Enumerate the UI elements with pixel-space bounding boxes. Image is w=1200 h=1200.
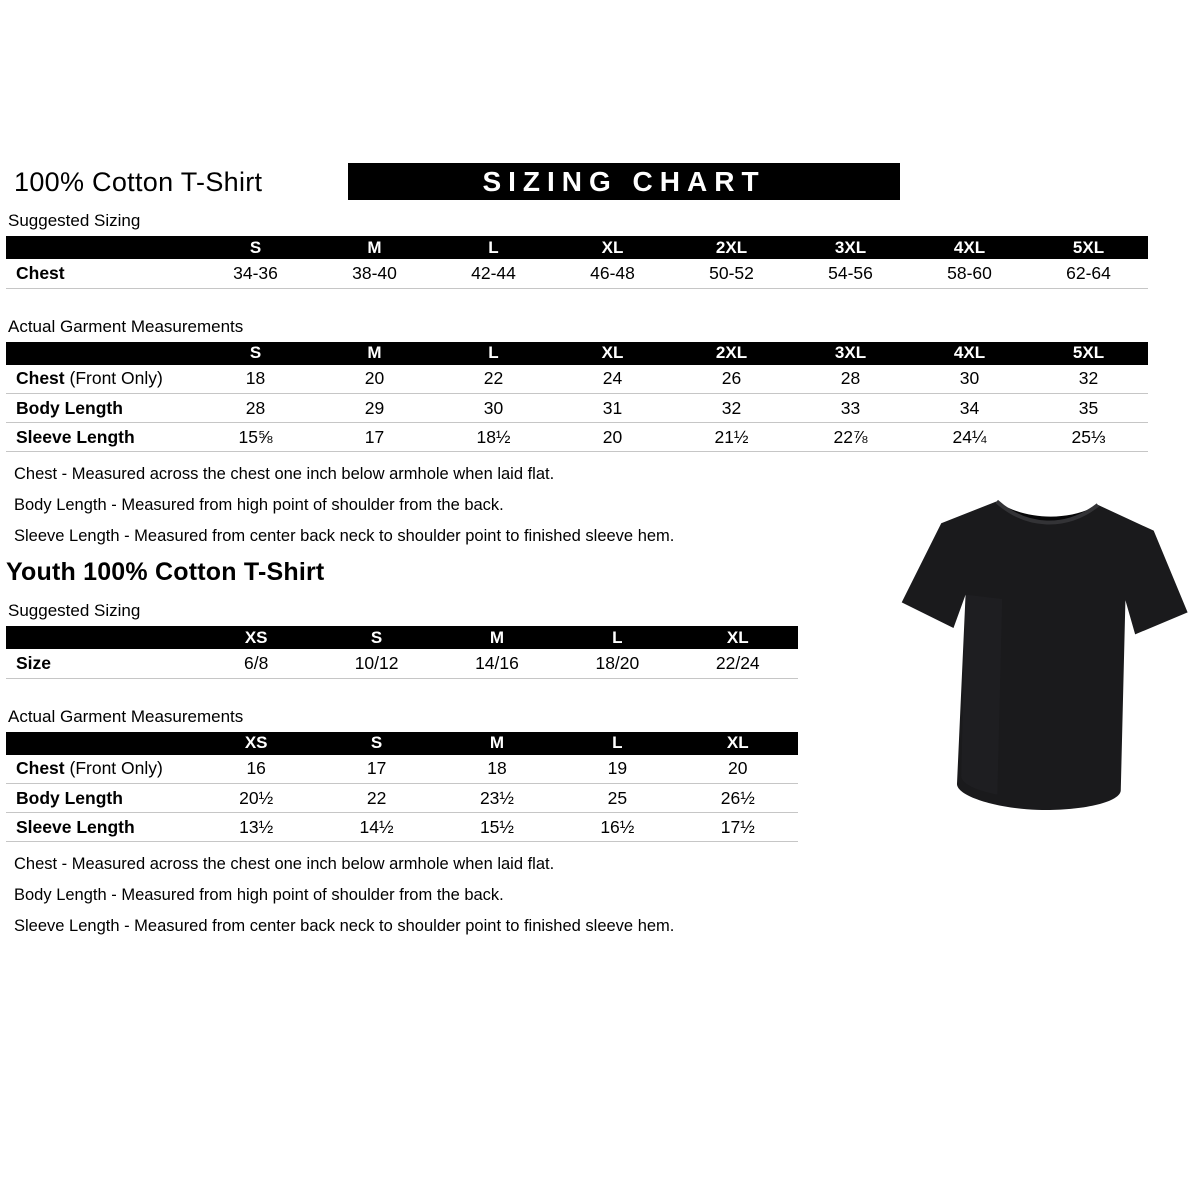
empty-corner-cell [6,626,196,649]
row-label-body-length [6,784,196,813]
size-value: 25 [557,784,677,813]
size-col-header: S [316,626,436,649]
size-value: 30 [434,394,553,423]
row-label-sleeve-length [6,423,196,452]
size-value: 34-36 [196,259,315,288]
size-col-header: M [437,732,557,755]
size-col-header: XS [196,626,316,649]
size-value: 24 [553,365,672,394]
size-value: 17 [316,755,436,784]
size-col-header: L [434,236,553,259]
size-value: 22 [316,784,436,813]
size-value: 46-48 [553,259,672,288]
size-value: 22 [434,365,553,394]
youth-garment-label: Actual Garment Measurements [8,706,244,726]
table-row [6,649,798,678]
size-col-header: 2XL [672,342,791,365]
row-label-text: Chest [16,368,65,389]
table-row [6,259,1148,288]
empty-corner-cell [6,342,196,365]
table-header-row [6,342,1148,365]
size-value: 19 [557,755,677,784]
size-value: 14/16 [437,649,557,678]
note-chest: Chest - Measured across the chest one inch below armhole when laid flat. [14,465,555,483]
row-label-note: (Front Only) [64,368,163,389]
size-col-header: XL [553,342,672,365]
row-label-text: Chest [16,758,65,779]
size-col-header: 5XL [1029,236,1148,259]
size-value: 16½ [557,813,677,842]
size-col-header: M [315,342,434,365]
table-header-row [6,732,798,755]
size-value: 15½ [437,813,557,842]
size-value: 32 [1029,365,1148,394]
size-value: 13½ [196,813,316,842]
table-row [6,365,1148,394]
size-value: 16 [196,755,316,784]
size-col-header: S [196,236,315,259]
size-col-header: XS [196,732,316,755]
size-value: 28 [196,394,315,423]
sizing-chart-banner: SIZING CHART [348,163,900,200]
size-value: 20 [678,755,798,784]
size-value: 24¼ [910,423,1029,452]
size-value: 58-60 [910,259,1029,288]
size-col-header: M [437,626,557,649]
size-col-header: L [434,342,553,365]
size-col-header: 4XL [910,236,1029,259]
adult-suggested-table [6,236,1148,289]
row-label-text: Sleeve Length [16,816,135,837]
row-label-body-length [6,394,196,423]
table-row [6,755,798,784]
table-row [6,423,1148,452]
size-value: 54-56 [791,259,910,288]
size-value: 50-52 [672,259,791,288]
size-value: 20 [553,423,672,452]
size-col-header: M [315,236,434,259]
adult-suggested-label: Suggested Sizing [8,211,141,230]
size-value: 28 [791,365,910,394]
note-chest: Chest - Measured across the chest one inch below armhole when laid flat. [14,855,555,873]
row-label-text: Sleeve Length [16,426,135,447]
size-col-header: 5XL [1029,342,1148,365]
size-value: 10/12 [316,649,436,678]
size-value: 20½ [196,784,316,813]
size-col-header: XL [553,236,672,259]
size-value: 14½ [316,813,436,842]
size-col-header: XL [678,732,798,755]
adult-garment-label: Actual Garment Measurements [8,316,244,336]
size-value: 15⅝ [196,423,315,452]
size-col-header: S [316,732,436,755]
size-value: 26 [672,365,791,394]
size-value: 18/20 [557,649,677,678]
size-value: 22⅞ [791,423,910,452]
size-value: 18½ [434,423,553,452]
tshirt-product-image [893,476,1191,834]
row-label-text: Body Length [16,787,123,808]
row-label-chest [6,755,196,784]
note-body-length: Body Length - Measured from high point of shoulder from the back. [14,886,504,904]
note-sleeve-length: Sleeve Length - Measured from center back neck to shoulder point to finished sleeve hem. [14,527,675,545]
size-value: 17 [315,423,434,452]
size-col-header: 4XL [910,342,1029,365]
size-col-header: 3XL [791,342,910,365]
tshirt-icon [893,476,1191,834]
size-value: 18 [196,365,315,394]
size-value: 22/24 [678,649,798,678]
size-value: 30 [910,365,1029,394]
row-label-chest: Chest [6,259,196,288]
note-sleeve-length: Sleeve Length - Measured from center back neck to shoulder point to finished sleeve hem. [14,917,675,935]
note-body-length: Body Length - Measured from high point of shoulder from the back. [14,496,504,514]
size-col-header: S [196,342,315,365]
size-value: 38-40 [315,259,434,288]
size-value: 35 [1029,394,1148,423]
table-header-row [6,236,1148,259]
size-col-header: 2XL [672,236,791,259]
size-value: 25⅓ [1029,423,1148,452]
youth-measurement-notes [6,855,1148,936]
size-value: 20 [315,365,434,394]
table-row [6,394,1148,423]
adult-garment-table [6,342,1148,453]
size-value: 34 [910,394,1029,423]
empty-corner-cell [6,236,196,259]
table-row [6,784,798,813]
size-value: 32 [672,394,791,423]
size-value: 42-44 [434,259,553,288]
size-value: 26½ [678,784,798,813]
table-header-row [6,626,798,649]
size-col-header: L [557,626,677,649]
row-label-sleeve-length [6,813,196,842]
youth-garment-table [6,732,798,843]
youth-suggested-table [6,626,798,679]
row-label-chest [6,365,196,394]
size-value: 6/8 [196,649,316,678]
page-title: 100% Cotton T-Shirt [14,167,263,197]
row-label-size: Size [6,649,196,678]
size-col-header: XL [678,626,798,649]
empty-corner-cell [6,732,196,755]
size-value: 33 [791,394,910,423]
size-value: 62-64 [1029,259,1148,288]
table-row [6,813,798,842]
row-label-note: (Front Only) [64,758,163,779]
row-label-text: Body Length [16,397,123,418]
title-row [6,163,1148,205]
youth-title: Youth 100% Cotton T-Shirt [6,558,325,586]
size-value: 23½ [437,784,557,813]
size-value: 31 [553,394,672,423]
size-value: 21½ [672,423,791,452]
size-col-header: 3XL [791,236,910,259]
size-col-header: L [557,732,677,755]
size-value: 18 [437,755,557,784]
size-value: 29 [315,394,434,423]
size-value: 17½ [678,813,798,842]
youth-suggested-label: Suggested Sizing [8,601,141,620]
